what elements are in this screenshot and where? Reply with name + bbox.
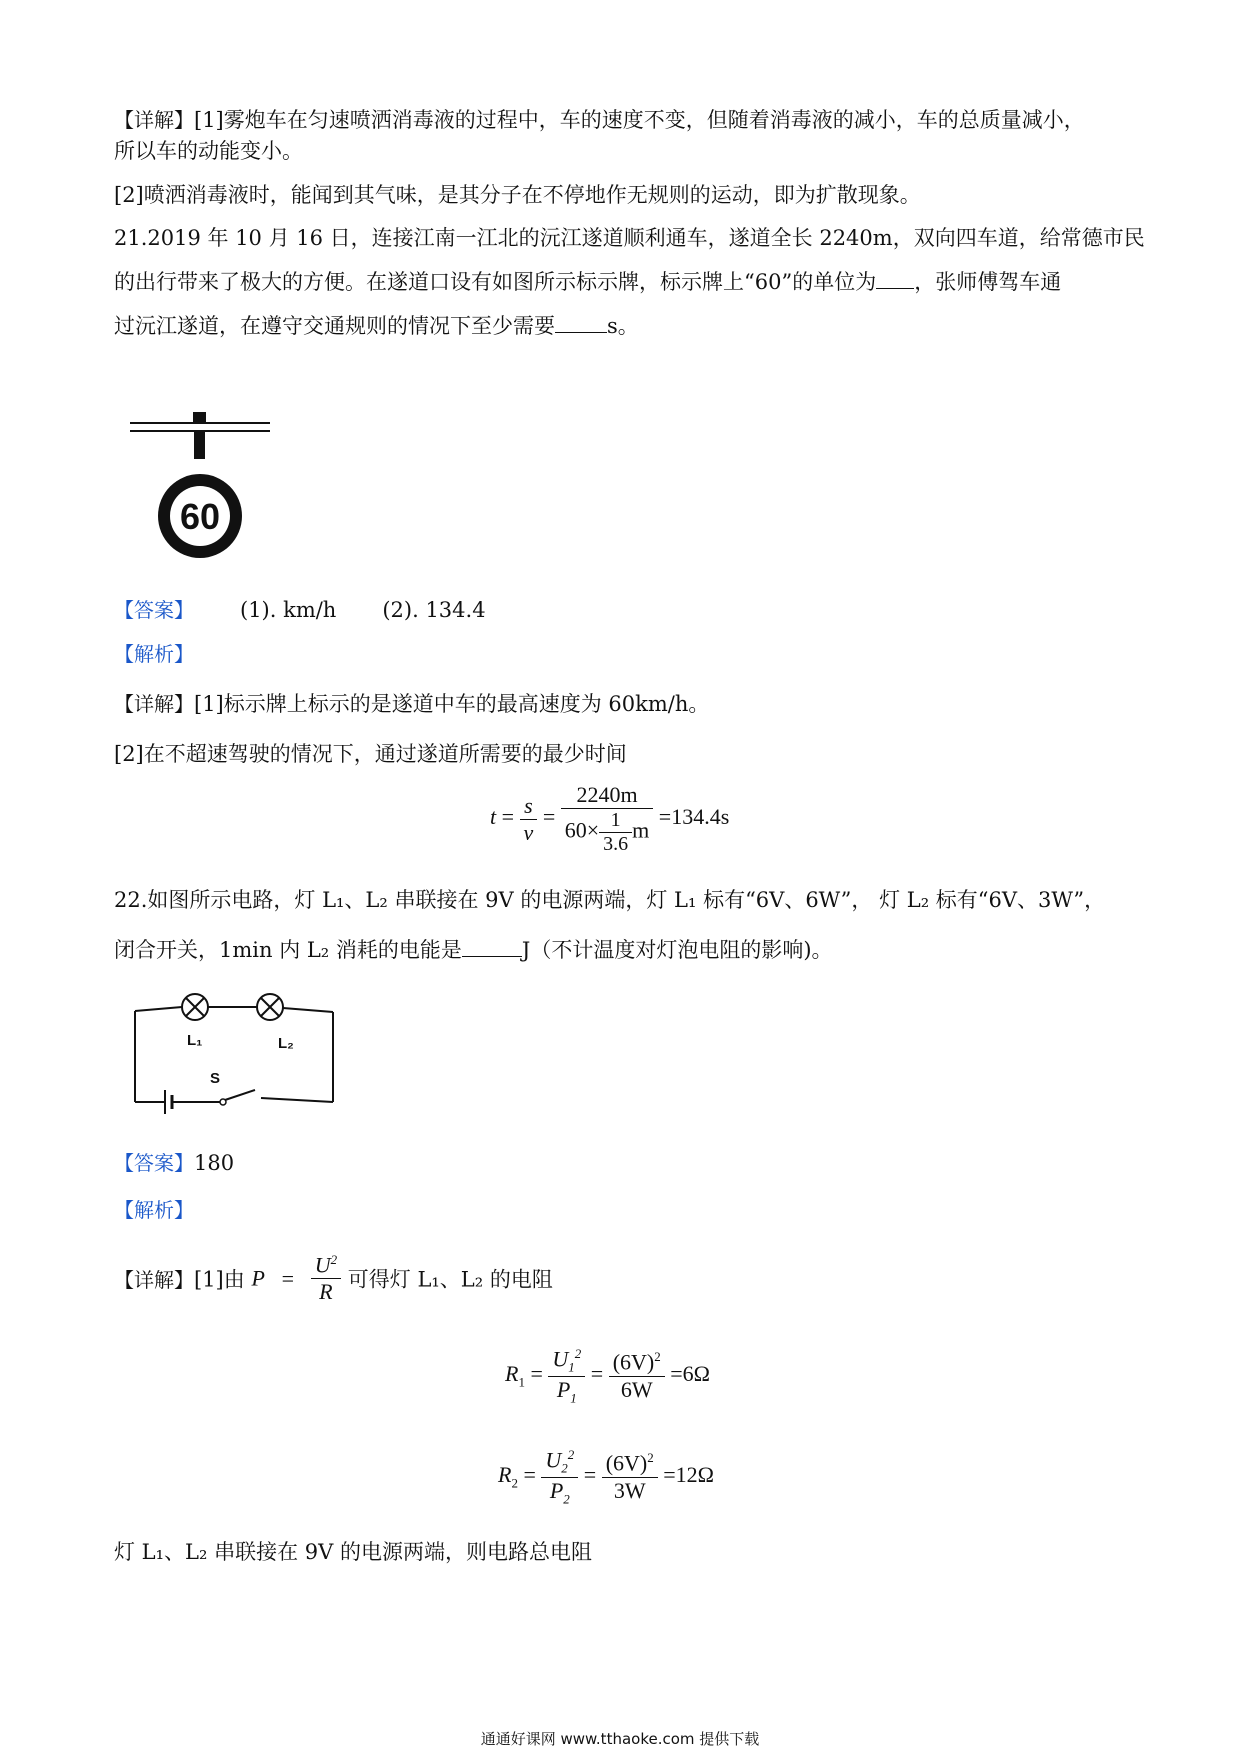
r2-equation: $R_2$ = $\frac{U_2^2}{P_2}$ = $\frac{(6V)^2}{3W}$ =12Ω bbox=[498, 1447, 714, 1507]
sign-value: 60 bbox=[179, 496, 221, 537]
detail-tag: 【详解】 bbox=[114, 108, 194, 132]
page-footer: 通通好课网 www.tthaoke.com 提供下载 bbox=[480, 1730, 760, 1748]
lamp-l2-icon bbox=[257, 994, 283, 1020]
q21-analysis-tag: 【解析】 bbox=[114, 642, 194, 666]
q22-line-1: 22.如图所示电路，灯 L₁、L₂ 串联接在 9V 的电源两端，灯 L₁ 标有“6V、6W”， 灯 L₂ 标有“6V、3W”， bbox=[114, 888, 1106, 912]
label-l2: L₂ bbox=[278, 1035, 294, 1052]
switch-icon bbox=[220, 1090, 255, 1105]
q22-answer-line: 【答案】180 bbox=[114, 1151, 235, 1175]
q21-line-1: 21.2019 年 10 月 16 日，连接江南一江北的沅江遂道顺利通车，遂道全长 2240m，双向四车道，给常德市民 bbox=[114, 226, 1145, 250]
answer-tag: 【答案】 bbox=[114, 1151, 194, 1175]
r1-equation: $R_1$ = $\frac{U_1^2}{P_1}$ = $\frac{(6V)^2}{6W}$ =6Ω bbox=[505, 1346, 710, 1406]
battery-icon bbox=[165, 1090, 172, 1114]
q22-last-line: 灯 L₁、L₂ 串联接在 9V 的电源两端，则电路总电阻 bbox=[114, 1540, 592, 1564]
answer-blank bbox=[876, 268, 914, 289]
answer-blank bbox=[555, 312, 607, 333]
lamp-l1-icon bbox=[182, 994, 208, 1020]
label-s: S bbox=[210, 1070, 221, 1087]
q21-detail-2: [2]在不超速驾驶的情况下，通过遂道所需要的最少时间 bbox=[114, 742, 627, 766]
q21-line-3: 过沅江遂道，在遵守交通规则的情况下至少需要 s。 bbox=[114, 314, 639, 338]
q21-detail-1: 【详解】[1]标示牌上标示的是遂道中车的最高速度为 60km/h。 bbox=[114, 692, 710, 716]
label-l1: L₁ bbox=[187, 1032, 203, 1049]
p20-line-3: [2]喷洒消毒液时，能闻到其气味，是其分子在不停地作无规则的运动，即为扩散现象。 bbox=[114, 183, 921, 207]
time-equation: t = $\frac{s}{v}$ = 2240m 60× $\frac{1}{3.6}$ m =134.4s bbox=[490, 782, 730, 855]
speed-limit-sign-figure bbox=[130, 412, 280, 562]
q22-analysis-tag: 【解析】 bbox=[114, 1198, 194, 1222]
p20-line-2: 所以车的动能变小。 bbox=[114, 139, 303, 163]
q21-answer-line: 【答案】 (1). km/h (2). 134.4 bbox=[114, 598, 486, 622]
answer-tag: 【答案】 bbox=[114, 598, 194, 622]
answer-blank bbox=[462, 936, 522, 957]
q22-detail-1: 【详解】[1]由 P = $\frac{U^2}{R}$ 可得灯 L₁、L₂ 的电阻 bbox=[114, 1252, 553, 1305]
q21-line-2: 的出行带来了极大的方便。在遂道口设有如图所示标示牌，标示牌上“60”的单位为 ，张师傅驾车通 bbox=[114, 270, 1062, 294]
q22-line-2: 闭合开关，1min 内 L₂ 消耗的电能是 J（不计温度对灯泡电阻的影响)。 bbox=[114, 938, 833, 962]
p20-line-1: 【详解】[1]雾炮车在匀速喷洒消毒液的过程中，车的速度不变，但随着消毒液的减小，车的总质量减小， bbox=[114, 108, 1085, 132]
circuit-diagram-figure bbox=[125, 990, 345, 1120]
